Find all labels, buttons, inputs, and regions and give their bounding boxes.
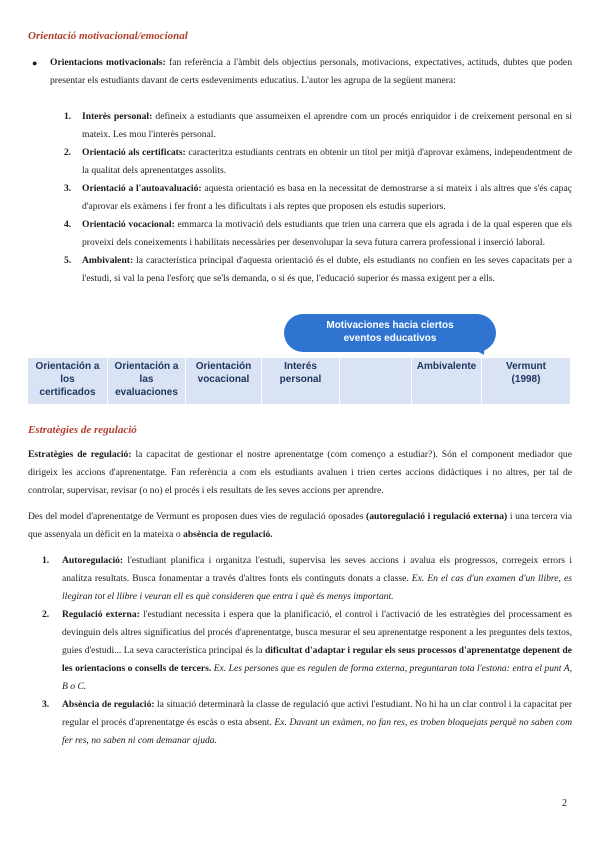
item-number: 3. xyxy=(64,183,72,194)
list-item xyxy=(64,108,573,144)
diagram-cell: Orientación a los certificados xyxy=(28,358,108,404)
list-item: 2. Regulació externa: l'estudiant necessita i espera que la planificació, el control i l'activació de les estratègies del processament es devinguin dels altres significatius del procés d'aprenentatge, busca mesurar el seu aprenentatge responent a les preguntes dels textos, guies d'estudi... La seva característica principal és la dificultat d'adaptar i regular els seus processos d'aprenentatge depenent de les orientacions o consells de tercers. Ex. Les persones que es regulen de forma externa, preguntaran tota l'estona: entra el punt A, B o C. xyxy=(42,609,573,692)
regulation-model: Des del model d'aprenentatge de Vermunt es proposen dues vies de regulació oposades (autoregulació i regulació externa) i una tercera via que assenyala un dèficit en la mateixa o absència de regulació. xyxy=(28,511,573,540)
diagram-cell: Vermunt (1998) xyxy=(505,361,546,385)
page-number: 2 xyxy=(562,798,567,809)
item-term: Orientació als certificats: xyxy=(82,147,186,158)
item-text: defineix a estudiants que assumeixen el aprendre com un procés enriquidor i de creixement personal en si mateix. Les mou l'interès personal. xyxy=(82,111,573,140)
item-number: 4. xyxy=(64,219,72,230)
bullet-term: Orientacions motivacionals: xyxy=(50,57,166,68)
item-text: la característica principal d'aquesta orientació és el dubte, els estudiants no confien en les seves capacitats per a l'estudi, si val la pena l'esforç que se'ls demanda, o si és que, l'educació superior és massa exigent per a ells. xyxy=(82,255,572,284)
list-item xyxy=(64,216,573,252)
item-term: Interès personal: xyxy=(82,111,153,122)
bubble-line-2: eventos educativos xyxy=(343,333,437,344)
intro-text: la capacitat de gestionar el nostre aprenentatge (com començo a estudiar?). Són el component mediador que dirigeix les accions d'aprenentatge. Fan referència a com els estudiants avaluen i trien certes accions didàctiques i no altres, per tal de controlar, supervisar, revisar (o no) el procés i els resultats de les seves accions per aprendre. xyxy=(28,449,572,496)
diagram-cell: Ambivalente xyxy=(412,358,482,404)
diagram-cell: Interés personal xyxy=(262,358,340,404)
bullet-icon: ● xyxy=(32,58,38,68)
section-title-regulation: Estratègies de regulació xyxy=(28,424,137,436)
regulation-intro xyxy=(28,446,572,500)
item-number: 2. xyxy=(64,147,72,158)
item-text: aquesta orientació es basa en la necessitat de demostrarse a si mateix i als altres que s'és capaç d'aprovar els exàmens i fer front a les dificultats i als reptes que proposen els estudis superiors. xyxy=(82,183,572,212)
section-title-orientation: Orientació motivacional/emocional xyxy=(28,30,188,42)
list-item xyxy=(64,144,573,180)
list-item xyxy=(64,252,572,288)
item-term: Orientació vocacional: xyxy=(82,219,175,230)
orientation-list xyxy=(64,108,573,288)
diagram-cell xyxy=(340,358,412,404)
orientation-diagram xyxy=(28,358,570,404)
bullet-text: fan referència a l'àmbit dels objectius personals, motivacions, expectatives, actituds, dubtes que poden presentar els estudiants davant de certs esdeveniments educatius. L'autor les agrupa de la següent manera: xyxy=(50,57,572,86)
list-item: 3. Absència de regulació: la situació determinarà la classe de regulació que activi l'estudiant. No hi ha un clar control i la capacitat per regular el procés d'aprenentatge és escàs o esta absent. Ex. Davant un exàmen, no fan res, es troben bloquejats perquè no saben com fer res, no saben ni com demanar ajuda. xyxy=(42,699,572,746)
diagram-callout-bubble xyxy=(284,314,496,352)
diagram-cell: Orientación a las evaluaciones xyxy=(108,358,186,404)
item-number: 1. xyxy=(64,111,72,122)
list-item xyxy=(64,180,572,216)
diagram-cell: Orientación vocacional xyxy=(186,358,262,404)
intro-term: Estratègies de regulació: xyxy=(28,449,132,460)
bullet-motivational-orientations xyxy=(32,54,572,90)
item-term: Ambivalent: xyxy=(82,255,134,266)
list-item: 1. Autoregulació: l'estudiant planifica i organitza l'estudi, supervisa les seves accions i avalua els progressos, corregeix errors i analitza resultats. Busca fonamentar a través d'altres fonts els continguts donats a classe. Ex. En el cas d'un examen d'un llibre, es llegiran tot el llibre i veuran ell es què consideren que entra i què és menys important. xyxy=(42,555,572,602)
item-number: 5. xyxy=(64,255,72,266)
item-text: emmarca la motivació dels estudiants que trien una carrera que els agrada i de la qual esperen que els proveixi dels coneixements i habilitats necessàries per desenvolupar la seva futura carrera professional i inserció laboral. xyxy=(82,219,573,248)
item-term: Orientació a l'autoavaluació: xyxy=(82,183,202,194)
item-text: caracteritza estudiants centrats en obtenir un títol per mitjà d'aprovar exàmens, independentment de la qualitat dels aprenentatges assolits. xyxy=(82,147,573,176)
regulation-list xyxy=(42,552,573,750)
bubble-line-1: Motivaciones hacia ciertos xyxy=(326,320,454,331)
